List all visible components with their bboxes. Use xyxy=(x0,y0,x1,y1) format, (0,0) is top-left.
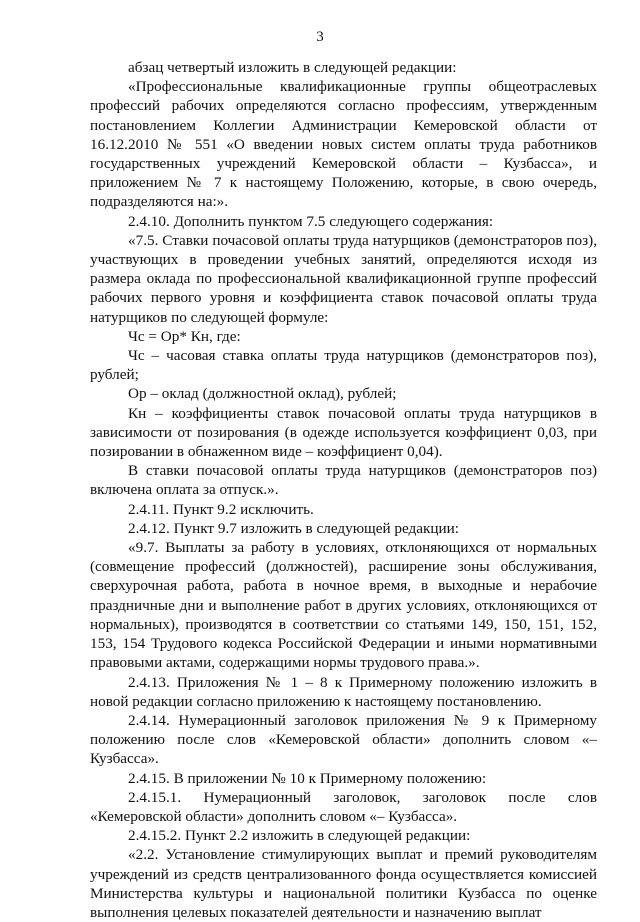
paragraph: «2.2. Установление стимулирующих выплат и премий руководителям учреждений из средств централизованного фонда осуществляется комиссией Министерства культуры и национальной политики Кузбасса по оценке выполнения целевых показателей деятельности и назначению выплат xyxy=(90,846,597,921)
paragraph: 2.4.11. Пункт 9.2 исключить. xyxy=(128,500,314,518)
paragraph: Чс = Ор* Кн, где: xyxy=(128,327,241,345)
paragraph: 2.4.10. Дополнить пунктом 7.5 следующего содержания: xyxy=(128,212,494,230)
paragraph: «7.5. Ставки почасовой оплаты труда натурщиков (демонстраторов поз), участвующих в проведении учебных занятий, определяются исходя из размера оклада по профессиональной квалификационной группе профессий рабочих первого уровня и коэффициента ставок почасовой оплаты труда натурщиков по следующей формуле: xyxy=(90,231,597,326)
paragraph: Ор – оклад (должностной оклад), рублей; xyxy=(128,385,397,403)
paragraph: 2.4.15.2. Пункт 2.2 изложить в следующей редакции: xyxy=(128,827,471,845)
paragraph: «Профессиональные квалификационные группы общеотраслевых профессий рабочих определяются согласно профессиям, утвержденным постановлением Коллегии Администрации Кемеровской области от 16.12.2010 № 551 «О введении новых систем оплаты труда работников государственных учреждений Кемеровской области – Кузбасса», и приложением № 7 к настоящему Положению, которые, в свою очередь, подразделяются на:». xyxy=(90,78,597,211)
paragraph: В ставки почасовой оплаты труда натурщиков (демонстраторов поз) включена оплата за отпуск.». xyxy=(90,462,597,499)
paragraph: 2.4.15.1. Нумерационный заголовок, заголовок после слов «Кемеровской области» дополнить словом «– Кузбасса». xyxy=(90,788,597,825)
paragraph: Чс – часовая ставка оплаты труда натурщиков (демонстраторов поз), рублей; xyxy=(90,347,597,384)
document-body xyxy=(90,58,597,922)
page-number: 3 xyxy=(316,29,324,45)
paragraph: «9.7. Выплаты за работу в условиях, отклоняющихся от нормальных (совмещение профессий (должностей), расширение зоны обслуживания, сверхурочная работа, работа в ночное время, в выходные и нерабочие праздничные дни и выполнение работ в других условиях, отклоняющихся от нормальных), производятся в соответствии со статьями 149, 150, 151, 152, 153, 154 Трудового кодекса Российской Федерации и иными нормативными правовыми актами, содержащими нормы трудового права.». xyxy=(90,539,597,672)
paragraph: 2.4.14. Нумерационный заголовок приложения № 9 к Примерному положению после слов «Кемеровской области» дополнить словом «– Кузбасса». xyxy=(90,711,597,768)
paragraph: 2.4.12. Пункт 9.7 изложить в следующей редакции: xyxy=(128,519,459,537)
paragraph: абзац четвертый изложить в следующей редакции: xyxy=(128,59,457,76)
paragraph: 2.4.15. В приложении № 10 к Примерному положению: xyxy=(128,769,487,787)
paragraph: 2.4.13. Приложения № 1 – 8 к Примерному положению изложить в новой редакции согласно приложению к настоящему постановлению. xyxy=(90,673,597,710)
paragraph: Кн – коэффициенты ставок почасовой оплаты труда натурщиков в зависимости от позирования (в одежде используется коэффициент 0,03, при позировании в обнаженном виде – коэффициент 0,04). xyxy=(90,404,597,461)
